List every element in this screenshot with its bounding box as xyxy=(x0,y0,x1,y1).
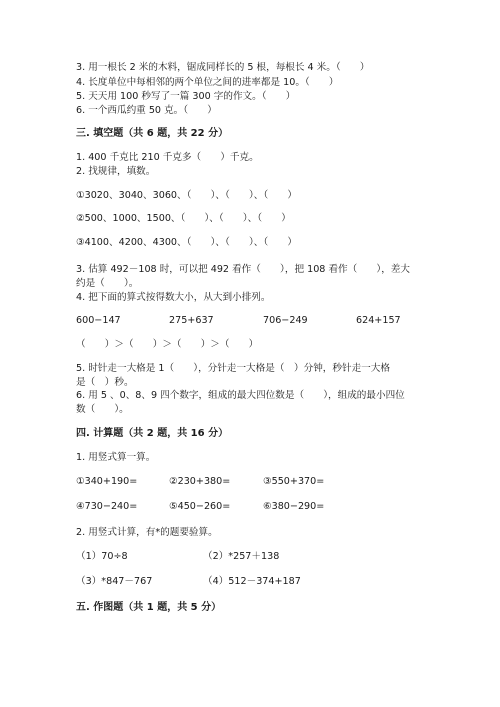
calc-item-6: ⑥380−290= xyxy=(263,501,325,512)
vertical-item-4: （4）512－374+187 xyxy=(203,576,301,587)
section-4-title: 四. 计算题（共 2 题，共 16 分） xyxy=(76,428,229,439)
judge-item-6: 6. 一个西瓜约重 50 克。（ ） xyxy=(76,105,217,116)
fill-q2: 2. 找规律，填数。 xyxy=(76,166,156,177)
order-blanks: （ ）＞（ ）＞（ ）＞（ ） xyxy=(76,339,259,350)
fill-q6-line-1: 6. 用 5 、0、8、9 四个数字，组成的最大四位数是（ ），组成的最小四位 xyxy=(76,390,405,401)
calc-item-1: ①340+190= xyxy=(76,476,138,487)
calc-q2: 2. 用竖式计算，有*的题要验算。 xyxy=(76,527,218,538)
fill-q4: 4. 把下面的算式按得数大小，从大到小排列。 xyxy=(76,292,271,303)
judge-item-5: 5. 天天用 100 秒写了一篇 300 字的作文。（ ） xyxy=(76,91,296,102)
calc-item-5: ⑤450−260= xyxy=(169,501,231,512)
expr-3: 706−249 xyxy=(263,315,308,326)
judge-item-3: 3. 用一根长 2 米的木料，锯成同样长的 5 根，每根长 4 米。（ ） xyxy=(76,62,370,73)
calc-q1: 1. 用竖式算一算。 xyxy=(76,452,156,463)
fill-q5-line-2: 是（ ）秒。 xyxy=(76,377,134,388)
expr-2: 275+637 xyxy=(169,315,214,326)
pattern-row-2: ②500、1000、1500、（ ）、（ ）、（ ） xyxy=(76,213,291,224)
fill-q6-line-2: 数（ ）。 xyxy=(76,404,129,415)
fill-q5-line-1: 5. 时针走一大格是 1（ ），分针走一大格是（ ）分钟，秒针走一大格 xyxy=(76,363,390,374)
section-3-title: 三. 填空题（共 6 题，共 22 分） xyxy=(76,128,229,139)
pattern-row-3: ③4100、4200、4300、（ ）、（ ）、（ ） xyxy=(76,237,297,248)
fill-q3-line-1: 3. 估算 492－108 时，可以把 492 看作（ ），把 108 看作（ ），差大 xyxy=(76,264,410,275)
calc-item-4: ④730−240= xyxy=(76,501,138,512)
calc-item-2: ②230+380= xyxy=(169,476,231,487)
expr-4: 624+157 xyxy=(356,315,401,326)
section-5-title: 五. 作图题（共 1 题，共 5 分） xyxy=(76,602,222,613)
vertical-item-3: （3）*847－767 xyxy=(76,576,153,587)
vertical-item-2: （2）*257＋138 xyxy=(203,551,280,562)
judge-item-4: 4. 长度单位中每相邻的两个单位之间的进率都是 10。（ ） xyxy=(76,77,339,88)
calc-item-3: ③550+370= xyxy=(263,476,325,487)
fill-q3-line-2: 约是（ ）。 xyxy=(76,278,139,289)
fill-q1: 1. 400 千克比 210 千克多（ ）千克。 xyxy=(76,152,259,163)
vertical-item-1: （1）70÷8 xyxy=(76,551,128,562)
expr-1: 600−147 xyxy=(76,315,121,326)
pattern-row-1: ①3020、3040、3060、（ ）、（ ）、（ ） xyxy=(76,190,297,201)
